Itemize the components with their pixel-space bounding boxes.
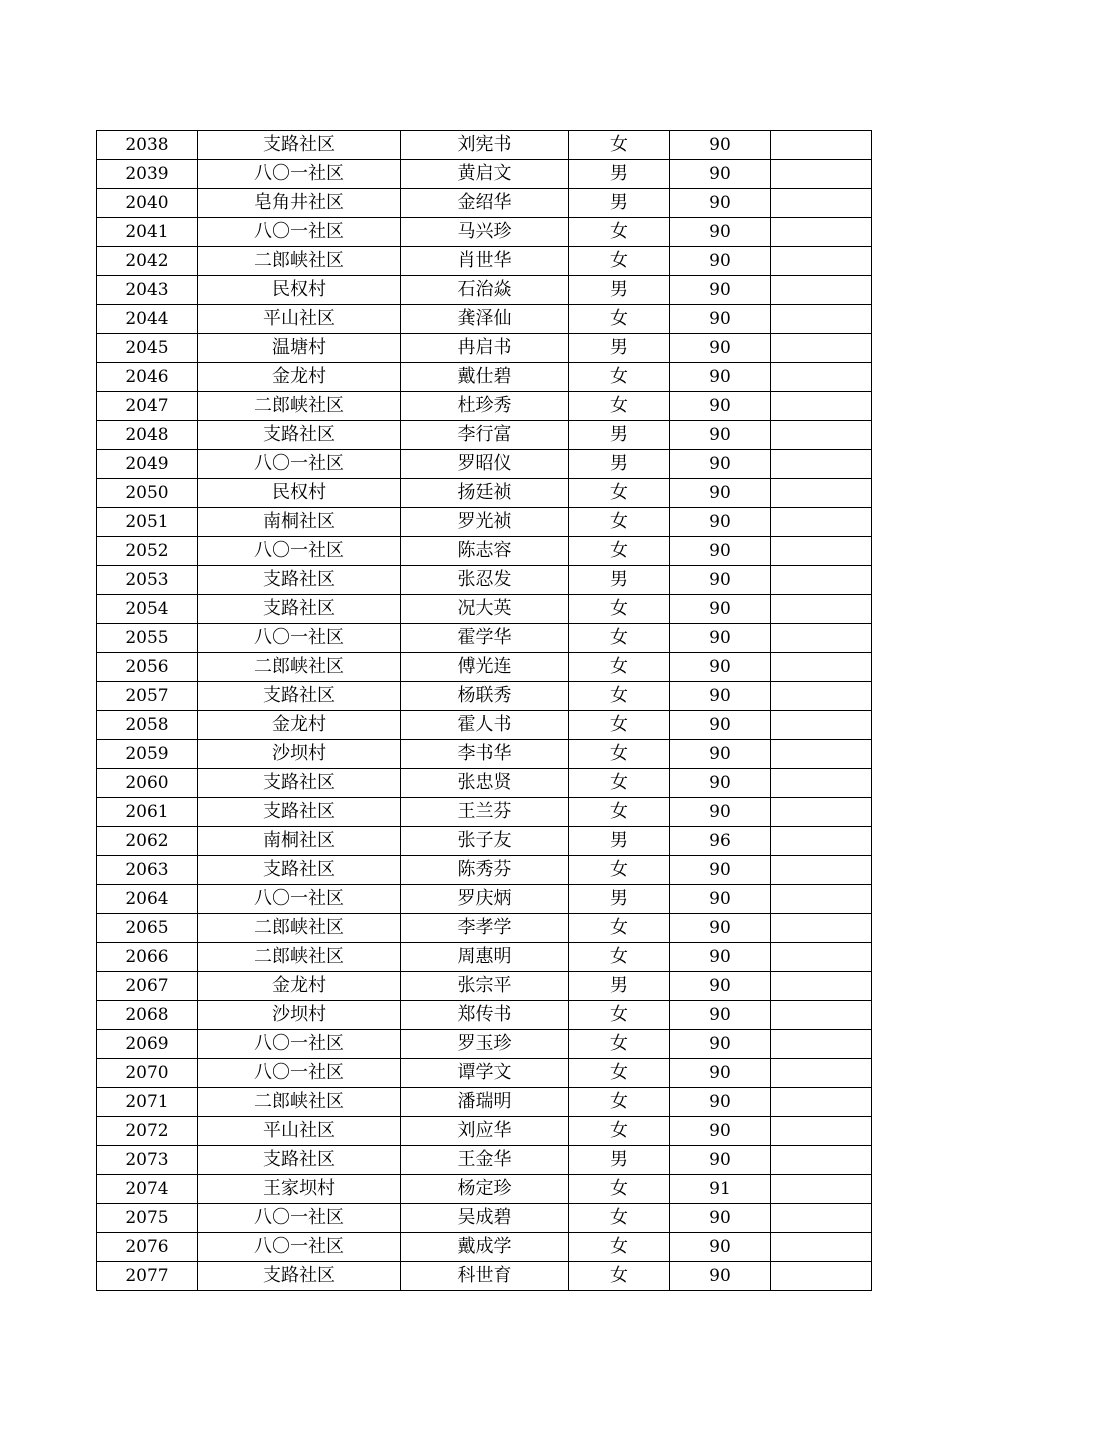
cell-community: 支路社区 xyxy=(198,595,401,624)
cell-id: 2069 xyxy=(97,1030,198,1059)
table-row xyxy=(97,363,872,392)
table-row xyxy=(97,798,872,827)
cell-age: 90 xyxy=(670,276,771,305)
table-row xyxy=(97,624,872,653)
table-row xyxy=(97,972,872,1001)
cell-note xyxy=(771,624,872,653)
table-row xyxy=(97,1117,872,1146)
cell-name: 李孝学 xyxy=(401,914,569,943)
cell-age: 90 xyxy=(670,1117,771,1146)
cell-community: 王家坝村 xyxy=(198,1175,401,1204)
cell-age: 90 xyxy=(670,1204,771,1233)
cell-age: 90 xyxy=(670,740,771,769)
cell-gender: 男 xyxy=(569,421,670,450)
cell-id: 2042 xyxy=(97,247,198,276)
cell-name: 郑传书 xyxy=(401,1001,569,1030)
cell-community: 民权村 xyxy=(198,276,401,305)
cell-note xyxy=(771,1059,872,1088)
cell-note xyxy=(771,856,872,885)
table-row xyxy=(97,334,872,363)
cell-id: 2038 xyxy=(97,131,198,160)
cell-note xyxy=(771,769,872,798)
cell-age: 90 xyxy=(670,711,771,740)
cell-note xyxy=(771,334,872,363)
cell-community: 八〇一社区 xyxy=(198,885,401,914)
cell-note xyxy=(771,218,872,247)
cell-note xyxy=(771,131,872,160)
cell-gender: 男 xyxy=(569,276,670,305)
cell-note xyxy=(771,711,872,740)
cell-age: 90 xyxy=(670,1233,771,1262)
cell-gender: 女 xyxy=(569,1117,670,1146)
cell-note xyxy=(771,450,872,479)
cell-id: 2047 xyxy=(97,392,198,421)
cell-gender: 女 xyxy=(569,769,670,798)
table-row xyxy=(97,566,872,595)
cell-age: 90 xyxy=(670,566,771,595)
cell-community: 金龙村 xyxy=(198,363,401,392)
cell-note xyxy=(771,1204,872,1233)
cell-note xyxy=(771,305,872,334)
cell-community: 温塘村 xyxy=(198,334,401,363)
cell-name: 李书华 xyxy=(401,740,569,769)
cell-community: 支路社区 xyxy=(198,421,401,450)
cell-name: 扬廷祯 xyxy=(401,479,569,508)
cell-note xyxy=(771,1088,872,1117)
cell-community: 民权村 xyxy=(198,479,401,508)
cell-note xyxy=(771,653,872,682)
cell-gender: 女 xyxy=(569,218,670,247)
cell-community: 南桐社区 xyxy=(198,827,401,856)
cell-age: 90 xyxy=(670,1088,771,1117)
table-row xyxy=(97,189,872,218)
cell-name: 陈秀芬 xyxy=(401,856,569,885)
table-row xyxy=(97,914,872,943)
cell-community: 平山社区 xyxy=(198,1117,401,1146)
cell-age: 90 xyxy=(670,1030,771,1059)
cell-age: 90 xyxy=(670,682,771,711)
cell-note xyxy=(771,1001,872,1030)
cell-community: 二郎峡社区 xyxy=(198,653,401,682)
cell-name: 罗玉珍 xyxy=(401,1030,569,1059)
cell-id: 2064 xyxy=(97,885,198,914)
cell-note xyxy=(771,1146,872,1175)
cell-community: 金龙村 xyxy=(198,972,401,1001)
cell-age: 90 xyxy=(670,1262,771,1291)
cell-community: 沙坝村 xyxy=(198,1001,401,1030)
cell-note xyxy=(771,943,872,972)
cell-id: 2039 xyxy=(97,160,198,189)
cell-age: 90 xyxy=(670,160,771,189)
cell-gender: 男 xyxy=(569,160,670,189)
cell-name: 马兴珍 xyxy=(401,218,569,247)
table-row xyxy=(97,508,872,537)
cell-gender: 女 xyxy=(569,247,670,276)
cell-id: 2075 xyxy=(97,1204,198,1233)
cell-name: 王金华 xyxy=(401,1146,569,1175)
cell-id: 2063 xyxy=(97,856,198,885)
cell-id: 2066 xyxy=(97,943,198,972)
table-row xyxy=(97,1088,872,1117)
cell-age: 90 xyxy=(670,479,771,508)
cell-community: 支路社区 xyxy=(198,682,401,711)
cell-age: 91 xyxy=(670,1175,771,1204)
cell-name: 戴仕碧 xyxy=(401,363,569,392)
cell-name: 谭学文 xyxy=(401,1059,569,1088)
cell-name: 龚泽仙 xyxy=(401,305,569,334)
cell-gender: 女 xyxy=(569,653,670,682)
table-row xyxy=(97,943,872,972)
cell-gender: 女 xyxy=(569,682,670,711)
cell-id: 2040 xyxy=(97,189,198,218)
table-row xyxy=(97,450,872,479)
cell-name: 霍学华 xyxy=(401,624,569,653)
table-row xyxy=(97,1030,872,1059)
cell-gender: 女 xyxy=(569,363,670,392)
cell-age: 90 xyxy=(670,1059,771,1088)
cell-id: 2058 xyxy=(97,711,198,740)
cell-community: 支路社区 xyxy=(198,131,401,160)
cell-age: 90 xyxy=(670,537,771,566)
cell-id: 2053 xyxy=(97,566,198,595)
table-row xyxy=(97,595,872,624)
cell-gender: 女 xyxy=(569,798,670,827)
cell-age: 90 xyxy=(670,508,771,537)
cell-id: 2077 xyxy=(97,1262,198,1291)
cell-gender: 男 xyxy=(569,189,670,218)
cell-age: 90 xyxy=(670,943,771,972)
cell-community: 八〇一社区 xyxy=(198,1233,401,1262)
cell-id: 2045 xyxy=(97,334,198,363)
cell-id: 2041 xyxy=(97,218,198,247)
cell-note xyxy=(771,798,872,827)
cell-gender: 男 xyxy=(569,827,670,856)
cell-name: 陈志容 xyxy=(401,537,569,566)
table-row xyxy=(97,218,872,247)
cell-note xyxy=(771,363,872,392)
cell-name: 张忍发 xyxy=(401,566,569,595)
cell-age: 90 xyxy=(670,189,771,218)
cell-age: 90 xyxy=(670,624,771,653)
cell-age: 90 xyxy=(670,798,771,827)
cell-age: 90 xyxy=(670,914,771,943)
cell-id: 2074 xyxy=(97,1175,198,1204)
cell-name: 杜珍秀 xyxy=(401,392,569,421)
table-row xyxy=(97,1059,872,1088)
cell-note xyxy=(771,1175,872,1204)
cell-name: 周惠明 xyxy=(401,943,569,972)
cell-gender: 女 xyxy=(569,1204,670,1233)
cell-name: 肖世华 xyxy=(401,247,569,276)
table-row xyxy=(97,131,872,160)
cell-age: 90 xyxy=(670,450,771,479)
cell-gender: 女 xyxy=(569,914,670,943)
cell-age: 90 xyxy=(670,363,771,392)
cell-note xyxy=(771,1262,872,1291)
cell-gender: 女 xyxy=(569,943,670,972)
cell-community: 支路社区 xyxy=(198,1262,401,1291)
cell-note xyxy=(771,914,872,943)
cell-id: 2059 xyxy=(97,740,198,769)
cell-id: 2055 xyxy=(97,624,198,653)
cell-gender: 女 xyxy=(569,1233,670,1262)
cell-age: 90 xyxy=(670,595,771,624)
table-row xyxy=(97,1204,872,1233)
cell-gender: 女 xyxy=(569,392,670,421)
cell-age: 90 xyxy=(670,972,771,1001)
cell-community: 八〇一社区 xyxy=(198,1204,401,1233)
cell-name: 罗昭仪 xyxy=(401,450,569,479)
cell-age: 90 xyxy=(670,1001,771,1030)
cell-age: 90 xyxy=(670,392,771,421)
cell-community: 八〇一社区 xyxy=(198,160,401,189)
table-row xyxy=(97,421,872,450)
cell-name: 戴成学 xyxy=(401,1233,569,1262)
cell-community: 二郎峡社区 xyxy=(198,943,401,972)
cell-gender: 男 xyxy=(569,885,670,914)
cell-community: 沙坝村 xyxy=(198,740,401,769)
cell-note xyxy=(771,827,872,856)
cell-name: 王兰芬 xyxy=(401,798,569,827)
table-row xyxy=(97,305,872,334)
cell-note xyxy=(771,566,872,595)
table-row xyxy=(97,711,872,740)
cell-community: 八〇一社区 xyxy=(198,1059,401,1088)
cell-age: 90 xyxy=(670,305,771,334)
cell-community: 支路社区 xyxy=(198,1146,401,1175)
table-row xyxy=(97,827,872,856)
cell-name: 罗庆炳 xyxy=(401,885,569,914)
cell-id: 2072 xyxy=(97,1117,198,1146)
table-row xyxy=(97,653,872,682)
cell-name: 杨联秀 xyxy=(401,682,569,711)
table-row xyxy=(97,682,872,711)
cell-gender: 男 xyxy=(569,450,670,479)
table-row xyxy=(97,740,872,769)
cell-gender: 女 xyxy=(569,1001,670,1030)
cell-note xyxy=(771,276,872,305)
table-row xyxy=(97,247,872,276)
table-row xyxy=(97,276,872,305)
cell-gender: 女 xyxy=(569,537,670,566)
cell-age: 96 xyxy=(670,827,771,856)
cell-name: 潘瑞明 xyxy=(401,1088,569,1117)
table-row xyxy=(97,1233,872,1262)
cell-name: 吴成碧 xyxy=(401,1204,569,1233)
cell-community: 平山社区 xyxy=(198,305,401,334)
cell-age: 90 xyxy=(670,1146,771,1175)
cell-id: 2068 xyxy=(97,1001,198,1030)
cell-age: 90 xyxy=(670,421,771,450)
cell-community: 支路社区 xyxy=(198,798,401,827)
cell-note xyxy=(771,189,872,218)
cell-gender: 女 xyxy=(569,711,670,740)
cell-id: 2057 xyxy=(97,682,198,711)
cell-community: 支路社区 xyxy=(198,769,401,798)
cell-id: 2049 xyxy=(97,450,198,479)
cell-community: 八〇一社区 xyxy=(198,450,401,479)
cell-note xyxy=(771,247,872,276)
cell-age: 90 xyxy=(670,334,771,363)
cell-note xyxy=(771,1233,872,1262)
cell-gender: 女 xyxy=(569,740,670,769)
cell-community: 八〇一社区 xyxy=(198,218,401,247)
table-row xyxy=(97,769,872,798)
cell-id: 2071 xyxy=(97,1088,198,1117)
cell-note xyxy=(771,595,872,624)
cell-note xyxy=(771,479,872,508)
cell-id: 2076 xyxy=(97,1233,198,1262)
cell-id: 2051 xyxy=(97,508,198,537)
cell-age: 90 xyxy=(670,653,771,682)
cell-id: 2061 xyxy=(97,798,198,827)
cell-name: 刘宪书 xyxy=(401,131,569,160)
cell-name: 张宗平 xyxy=(401,972,569,1001)
cell-community: 二郎峡社区 xyxy=(198,914,401,943)
cell-name: 石治焱 xyxy=(401,276,569,305)
cell-name: 张子友 xyxy=(401,827,569,856)
cell-id: 2070 xyxy=(97,1059,198,1088)
cell-note xyxy=(771,392,872,421)
cell-note xyxy=(771,885,872,914)
cell-gender: 女 xyxy=(569,1262,670,1291)
data-table xyxy=(96,130,872,1291)
cell-age: 90 xyxy=(670,247,771,276)
cell-note xyxy=(771,740,872,769)
cell-name: 科世育 xyxy=(401,1262,569,1291)
cell-name: 刘应华 xyxy=(401,1117,569,1146)
cell-gender: 男 xyxy=(569,972,670,1001)
cell-id: 2065 xyxy=(97,914,198,943)
cell-community: 八〇一社区 xyxy=(198,537,401,566)
cell-gender: 女 xyxy=(569,595,670,624)
cell-gender: 女 xyxy=(569,508,670,537)
cell-id: 2048 xyxy=(97,421,198,450)
cell-id: 2050 xyxy=(97,479,198,508)
cell-name: 冉启书 xyxy=(401,334,569,363)
cell-note xyxy=(771,1030,872,1059)
cell-name: 杨定珍 xyxy=(401,1175,569,1204)
cell-id: 2060 xyxy=(97,769,198,798)
cell-gender: 女 xyxy=(569,1088,670,1117)
cell-age: 90 xyxy=(670,218,771,247)
cell-community: 八〇一社区 xyxy=(198,624,401,653)
cell-gender: 女 xyxy=(569,856,670,885)
cell-id: 2046 xyxy=(97,363,198,392)
cell-gender: 女 xyxy=(569,305,670,334)
cell-community: 支路社区 xyxy=(198,856,401,885)
cell-community: 二郎峡社区 xyxy=(198,392,401,421)
table-row xyxy=(97,1146,872,1175)
cell-name: 傅光连 xyxy=(401,653,569,682)
table-row xyxy=(97,479,872,508)
cell-note xyxy=(771,160,872,189)
cell-gender: 女 xyxy=(569,1030,670,1059)
cell-note xyxy=(771,537,872,566)
cell-age: 90 xyxy=(670,769,771,798)
table-row xyxy=(97,885,872,914)
cell-id: 2073 xyxy=(97,1146,198,1175)
cell-gender: 男 xyxy=(569,334,670,363)
cell-id: 2044 xyxy=(97,305,198,334)
cell-name: 金绍华 xyxy=(401,189,569,218)
cell-age: 90 xyxy=(670,885,771,914)
table-row xyxy=(97,392,872,421)
cell-id: 2062 xyxy=(97,827,198,856)
cell-age: 90 xyxy=(670,131,771,160)
cell-gender: 女 xyxy=(569,1175,670,1204)
cell-note xyxy=(771,972,872,1001)
cell-note xyxy=(771,421,872,450)
cell-id: 2054 xyxy=(97,595,198,624)
table-row xyxy=(97,160,872,189)
cell-name: 霍人书 xyxy=(401,711,569,740)
cell-gender: 男 xyxy=(569,1146,670,1175)
table-row xyxy=(97,856,872,885)
cell-note xyxy=(771,1117,872,1146)
cell-note xyxy=(771,682,872,711)
cell-gender: 男 xyxy=(569,566,670,595)
cell-gender: 女 xyxy=(569,479,670,508)
table-row xyxy=(97,537,872,566)
cell-gender: 女 xyxy=(569,1059,670,1088)
cell-community: 皂角井社区 xyxy=(198,189,401,218)
cell-community: 八〇一社区 xyxy=(198,1030,401,1059)
table-row xyxy=(97,1262,872,1291)
table-body xyxy=(97,131,872,1291)
cell-community: 南桐社区 xyxy=(198,508,401,537)
cell-community: 二郎峡社区 xyxy=(198,247,401,276)
cell-note xyxy=(771,508,872,537)
cell-gender: 女 xyxy=(569,131,670,160)
cell-id: 2056 xyxy=(97,653,198,682)
cell-name: 李行富 xyxy=(401,421,569,450)
cell-community: 二郎峡社区 xyxy=(198,1088,401,1117)
cell-id: 2052 xyxy=(97,537,198,566)
cell-age: 90 xyxy=(670,856,771,885)
cell-id: 2043 xyxy=(97,276,198,305)
cell-id: 2067 xyxy=(97,972,198,1001)
cell-community: 金龙村 xyxy=(198,711,401,740)
cell-name: 张忠贤 xyxy=(401,769,569,798)
table-row xyxy=(97,1001,872,1030)
cell-name: 黄启文 xyxy=(401,160,569,189)
cell-community: 支路社区 xyxy=(198,566,401,595)
cell-name: 罗光祯 xyxy=(401,508,569,537)
table-row xyxy=(97,1175,872,1204)
cell-gender: 女 xyxy=(569,624,670,653)
cell-name: 况大英 xyxy=(401,595,569,624)
